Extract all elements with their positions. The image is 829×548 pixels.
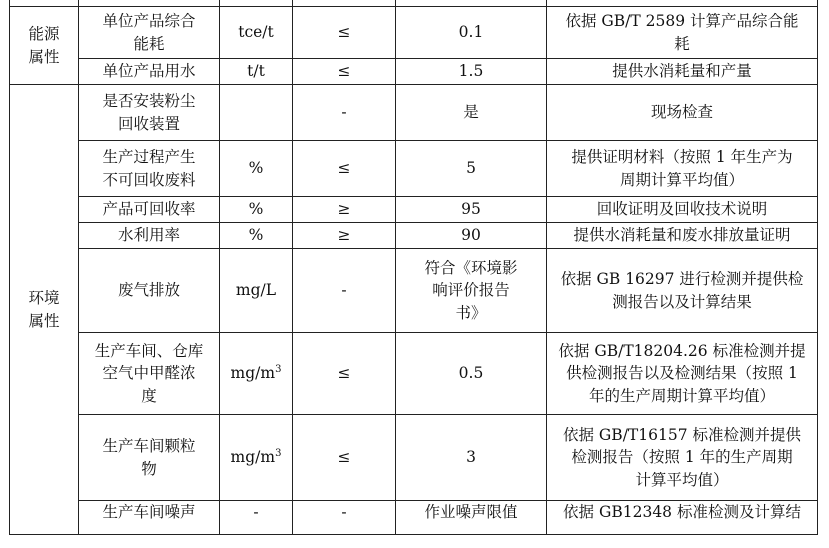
unit-cell: -: [220, 501, 293, 535]
method-cell: 现场检查: [547, 85, 818, 141]
unit-cell: %: [220, 141, 293, 197]
unit-cell: tce/t: [220, 7, 293, 59]
item-cell: [79, 333, 220, 415]
unit-text: mg/m: [230, 448, 276, 467]
operator-cell: ≤: [293, 141, 396, 197]
table-row: [10, 197, 818, 223]
table-row: [10, 501, 818, 535]
table-row: [10, 85, 818, 141]
value-cell: 作业噪声限值: [396, 501, 547, 535]
table-row: [10, 7, 818, 59]
value-cell: 90: [396, 223, 547, 249]
method-text: 供检测报告以及检测结果（按照 1: [566, 364, 798, 383]
method-cell: [547, 249, 818, 333]
value-cell: 0.5: [396, 333, 547, 415]
item-text: 单位产品综合: [102, 12, 196, 30]
operator-cell: ≤: [293, 59, 396, 85]
value-cell: 是: [396, 85, 547, 141]
operator-cell: ≤: [293, 333, 396, 415]
method-text: 依据 GB/T16157 标准检测并提供: [563, 425, 801, 444]
method-cell: [547, 141, 818, 197]
item-text: 是否安装粉尘: [102, 92, 196, 110]
method-cell: 回收证明及回收技术说明: [547, 197, 818, 223]
item-cell: 废气排放: [79, 249, 220, 333]
category-label: 属性: [28, 47, 60, 66]
item-cell: 产品可回收率: [79, 197, 220, 223]
operator-cell: -: [293, 501, 396, 535]
value-cell: [396, 7, 547, 59]
unit-exponent: 3: [275, 448, 282, 460]
method-text: 年的生产周期计算平均值）: [588, 386, 775, 405]
unit-cell: %: [220, 223, 293, 249]
method-text: 提供证明材料（按照 1 年生产为: [571, 148, 793, 166]
method-text: 周期计算平均值）: [619, 170, 744, 189]
operator-cell: ≥: [293, 197, 396, 223]
item-cell: [79, 7, 220, 59]
unit-cell: [220, 85, 293, 141]
method-cell: 提供水消耗量和产量: [547, 59, 818, 85]
item-text: 不可回收废料: [102, 170, 196, 189]
operator-cell: ≥: [293, 223, 396, 249]
category-label: 环境: [28, 289, 60, 307]
method-text: 测报告以及计算结果: [612, 292, 752, 311]
value-cell: 5: [396, 141, 547, 197]
method-text: 耗: [674, 34, 690, 53]
table-row: [10, 141, 818, 197]
unit-exponent: 3: [275, 364, 282, 376]
value-text: 0.1: [458, 23, 484, 42]
item-text: 物: [141, 459, 157, 478]
item-text: 度: [141, 386, 157, 405]
method-cell: [547, 7, 818, 59]
table-row: [10, 333, 818, 415]
item-cell: 单位产品用水: [79, 59, 220, 85]
value-cell: 3: [396, 415, 547, 501]
unit-cell: %: [220, 197, 293, 223]
table-row: [10, 415, 818, 501]
method-text: 检测报告（按照 1 年的生产周期: [571, 448, 793, 467]
category-label: 属性: [28, 311, 60, 330]
unit-text: mg/m: [230, 364, 276, 383]
operator-cell: ≤: [293, 7, 396, 59]
unit-cell: [220, 415, 293, 501]
unit-cell: t/t: [220, 59, 293, 85]
requirements-table: [9, 0, 818, 535]
method-text: 计算平均值）: [635, 470, 729, 489]
item-text: 生产车间颗粒: [102, 437, 196, 455]
item-text: 空气中甲醛浓: [102, 364, 196, 383]
operator-cell: -: [293, 85, 396, 141]
method-cell: [547, 333, 818, 415]
item-cell: 水利用率: [79, 223, 220, 249]
value-text: 符合《环境影: [424, 258, 518, 277]
item-text: 生产车间、仓库: [94, 341, 204, 360]
value-cell: 95: [396, 197, 547, 223]
value-text: 书》: [455, 303, 487, 322]
category-label: 能源: [28, 25, 60, 43]
item-cell: [79, 415, 220, 501]
value-cell: [396, 249, 547, 333]
item-text: 回收装置: [117, 114, 180, 133]
category-cell: [10, 7, 79, 85]
value-cell: 1.5: [396, 59, 547, 85]
operator-cell: -: [293, 249, 396, 333]
item-cell: [79, 85, 220, 141]
item-cell: [79, 141, 220, 197]
operator-cell: ≤: [293, 415, 396, 501]
table-row: [10, 59, 818, 85]
method-cell: [547, 415, 818, 501]
table-row: [10, 249, 818, 333]
method-text: 依据 GB 16297 进行检测并提供检: [560, 270, 804, 288]
unit-cell: mg/L: [220, 249, 293, 333]
table-row: [10, 223, 818, 249]
method-cell: 提供水消耗量和废水排放量证明: [547, 223, 818, 249]
unit-cell: [220, 333, 293, 415]
method-text: 依据 GB/T 2589 计算产品综合能: [565, 12, 799, 30]
method-cell: 依据 GB12348 标准检测及计算结: [547, 501, 818, 535]
value-text: 响评价报告: [432, 281, 510, 300]
category-cell: [10, 85, 79, 535]
item-text: 生产过程产生: [102, 148, 196, 166]
item-cell: 生产车间噪声: [79, 501, 220, 535]
item-text: 能耗: [133, 34, 165, 53]
method-text: 依据 GB/T18204.26 标准检测并提: [558, 341, 806, 360]
